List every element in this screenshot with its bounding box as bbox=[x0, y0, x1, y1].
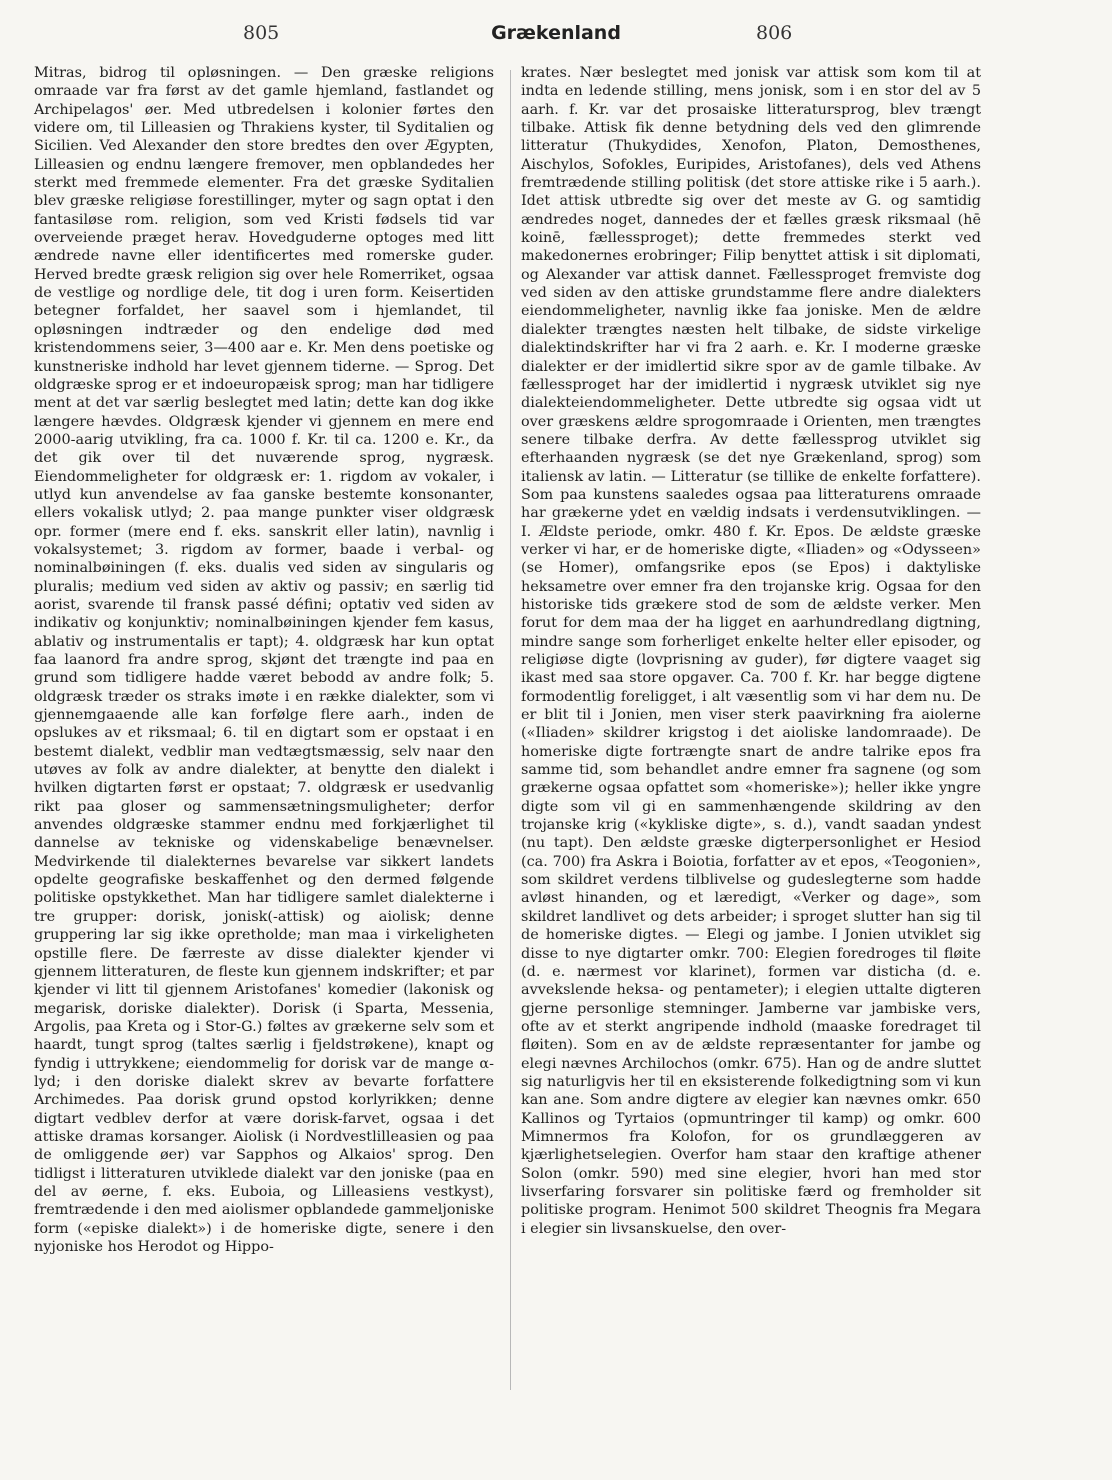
page-header bbox=[0, 18, 1112, 48]
right-page-number: 806 bbox=[756, 22, 793, 44]
left-column-text: Mitras, bidrog til opløsningen. — Den græske religions omraade var fra først av det gamle hjemland, fastlandet og Archipelagos' øer. Med utbredelsen i kolonier førtes den videre om, til Lilleasien og Thrakiens kyster, til Syditalien og Sicilien. Ved Alexander den store bredtes den over Ægypten, Lilleasien og endnu længere fremover, men opblandedes her sterkt med fremmede elementer. Fra det græske Syditalien blev græske religiøse forestillinger, myter og sagn optat i den fantasiløse rom. religion, som ved Kristi fødsels tid var overveiende præget herav. Hovedguderne optoges med litt ændrede navne eller identificertes med romerske guder. Herved bredte græsk religion sig over hele Romerriket, ogsaa de vestlige og nordlige dele, tit dog i uren form. Keisertiden betegner forfaldet, her saavel som i hjemlandet, til opløsningen indtræder og den endelige død med kristendommens seier, 3—400 aar e. Kr. Men dens poetiske og kunstneriske indhold har levet gjennem tiderne. — Sprog. Det oldgræske sprog er et indoeuropæisk sprog; man har tidligere ment at det var særlig beslegtet med latin; dette kan dog ikke længere hævdes. Oldgræsk kjender vi gjennem en mere end 2000-aarig utvikling, fra ca. 1000 f. Kr. til ca. 1200 e. Kr., da det gik over til det nuværende sprog, nygræsk. Eiendommeligheter for oldgræsk er: 1. rigdom av vokaler, i utlyd kun anvendelse av faa ganske bestemte konsonanter, ellers vokalisk utlyd; 2. paa mange punkter viser oldgræsk opr. former (mere end f. eks. sanskrit eller latin), navnlig i vokalsystemet; 3. rigdom av former, baade i verbal- og nominalbøiningen (f. eks. dualis ved siden av singularis og pluralis; medium ved siden av aktiv og passiv; en særlig tid aorist, svarende til fransk passé défini; optativ ved siden av indikativ og konjunktiv; nominalbøiningen kjender fem kasus, ablativ og instrumentalis er tapt); 4. oldgræsk har kun optat faa laanord fra andre sprog, skjønt det trængte ind paa en grund som tidligere hadde været bebodd av andre folk; 5. oldgræsk træder os straks imøte i en række dialekter, som vi gjennemgaaende alle kan forfølge flere aarh., inden de opslukes av et riksmaal; 6. til en digtart som er opstaat i en bestemt dialekt, vedblir man vedtægtsmæssig, selv naar den utøves av folk av andre dialekter, at benytte den dialekt i hvilken digtarten først er opstaat; 7. oldgræsk er usedvanlig rikt paa gloser og sammensætningsmuligheter; derfor anvendes oldgræske stammer endnu med forkjærlighet til dannelse av tekniske og videnskabelige benævnelser. Medvirkende til dialekternes bevarelse var sikkert landets opdelte geografiske beskaffenhet og den dermed følgende politiske opstykkethet. Man har tidligere samlet dialekterne i tre grupper: dorisk, jonisk(-attisk) og aiolisk; denne gruppering lar sig ikke opretholde; man maa i virkeligheten opstille flere. De færreste av disse dialekter kjender vi gjennem litteraturen, de fleste kun gjennem indskrifter; et par kjender vi litt til gjennem Aristofanes' komedier (lakonisk og megarisk, doriske dialekter). Dorisk (i Sparta, Messenia, Argolis, paa Kreta og i Stor-G.) føltes av grækerne selv som et haardt, tungt sprog (taltes særlig i fjeldstrøkene), knapt og fyndig i uttrykkene; eiendommelig for dorisk var de mange α-lyd; i den doriske dialekt skrev av bevarte forfattere Archimedes. Paa dorisk grund opstod korlyrikken; denne digtart vedblev derfor at være dorisk-farvet, ogsaa i det attiske dramas korsanger. Aiolisk (i Nordvestlilleasien og paa de omliggende øer) var Sapphos og Alkaios' sprog. Den tidligst i litteraturen utviklede dialekt var den joniske (paa en del av øerne, f. eks. Euboia, og Lilleasiens vestkyst), fremtrædende i den med aiolismer opblandede gammeljoniske form («episke dialekt») i de homeriske digte, senere i den nyjoniske hos Herodot og Hippo- bbox=[34, 65, 494, 1255]
right-column bbox=[521, 64, 981, 1238]
left-page-number: 805 bbox=[243, 22, 280, 44]
left-column bbox=[34, 64, 494, 1256]
running-title: Grækenland bbox=[491, 22, 621, 44]
right-column-text: krates. Nær beslegtet med jonisk var attisk som kom til at indta en ledende stilling, mens jonisk, som i en stor del av 5 aarh. f. Kr. var det prosaiske litteratursprog, blev trængt tilbake. Attisk fik denne betydning dels ved den glimrende litteratur (Thukydides, Xenofon, Platon, Demosthenes, Aischylos, Sofokles, Euripides, Aristofanes), dels ved Athens fremtrædende stilling politisk (det store attiske rike i 5 aarh.). Idet attisk utbredte sig over det meste av G. og samtidig ændredes noget, dannedes der et fælles græsk riksmaal (hē koinē, fællessproget); dette fremmedes sterkt ved makedonernes erobringer; Filip benyttet attisk i sit diplomati, og Alexander var attisk dannet. Fællessproget fremviste dog ved siden av den attiske grundstamme flere andre dialekters eiendommeligheter, navnlig ikke faa joniske. Men de ældre dialekter trængtes næsten helt tilbake, de sidste virkelige dialektindskrifter har vi fra 2 aarh. e. Kr. I moderne græske dialekter er der imidlertid sikre spor av de gamle tilbake. Av fællessproget har der imidlertid i nygræsk utviklet sig nye dialekteiendommeligheter. Dette utbredte sig ogsaa vidt ut over græskens ældre sprogomraade i Orienten, men trængtes senere tilbake derfra. Av dette fællessprog utviklet sig efterhaanden nygræsk (se det nye Grækenland, sprog) som italiensk av latin. — Litteratur (se tillike de enkelte forfattere). Som paa kunstens saaledes ogsaa paa litteraturens omraade har grækerne ydet en vældig indsats i verdensutviklingen. — I. Ældste periode, omkr. 480 f. Kr. Epos. De ældste græske verker vi har, er de homeriske digte, «Iliaden» og «Odysseen» (se Homer), omfangsrike epos (se Epos) i daktyliske heksametre over emner fra den trojanske krig. Ogsaa for den historiske tids grækere stod de som de ældste verker. Men forut for dem maa der ha ligget en aarhundredlang digtning, mindre sange som forherliget enkelte helter eller episoder, og religiøse digte (lovprisning av guder), før digtere vaaget sig ikast med saa store opgaver. Ca. 700 f. Kr. har begge digtene formodentlig foreligget, i alt væsentlig som vi har dem nu. De er blit til i Jonien, men viser sterk paavirkning fra aiolerne («Iliaden» skildrer krigstog i det aioliske landomraade). De homeriske digte fortrængte snart de andre talrike epos fra samme tid, som behandlet andre emner fra sagnene (og som grækerne ogsaa opfattet som «homeriske»); heller ikke yngre digte som vil gi en sammenhængende skildring av den trojanske krig («kykliske digte», s. d.), vandt saadan yndest (nu tapt). Den ældste græske digterpersonlighet er Hesiod (ca. 700) fra Askra i Boiotia, forfatter av et epos, «Teogonien», som skildret verdens tilblivelse og gudeslegterne som hadde avløst hinanden, og et læredigt, «Verker og dage», som skildret landlivet og dets arbeider; i sproget slutter han sig til de homeriske digtes. — Elegi og jambe. I Jonien utviklet sig disse to nye digtarter omkr. 700: Elegien foredroges til fløite (d. e. nærmest vor klarinet), formen var disticha (d. e. avvekslende heksa- og pentameter); i elegien uttalte digteren gjerne personlige stemninger. Jamberne var jambiske vers, ofte av et sterkt angripende indhold (maaske foredraget til fløiten). Som en av de ældste repræsentanter for jambe og elegi nævnes Archilochos (omkr. 675). Han og de andre sluttet sig naturligvis her til en eksisterende folkedigtning som vi kun kan ane. Som andre digtere av elegier kan nævnes omkr. 650 Kallinos og Tyrtaios (opmuntringer til kamp) og omkr. 600 Mimnermos fra Kolofon, for os grundlæggeren av kjærlighetselegien. Overfor ham staar den kraftige athener Solon (omkr. 590) med sine elegier, hvori han med stor livserfaring forsvarer sin politiske færd og fremholder sit politiske program. Henimot 500 skildret Theognis fra Megara i elegier sin livsanskuelse, den over- bbox=[521, 65, 981, 1237]
column-divider bbox=[510, 70, 511, 1390]
